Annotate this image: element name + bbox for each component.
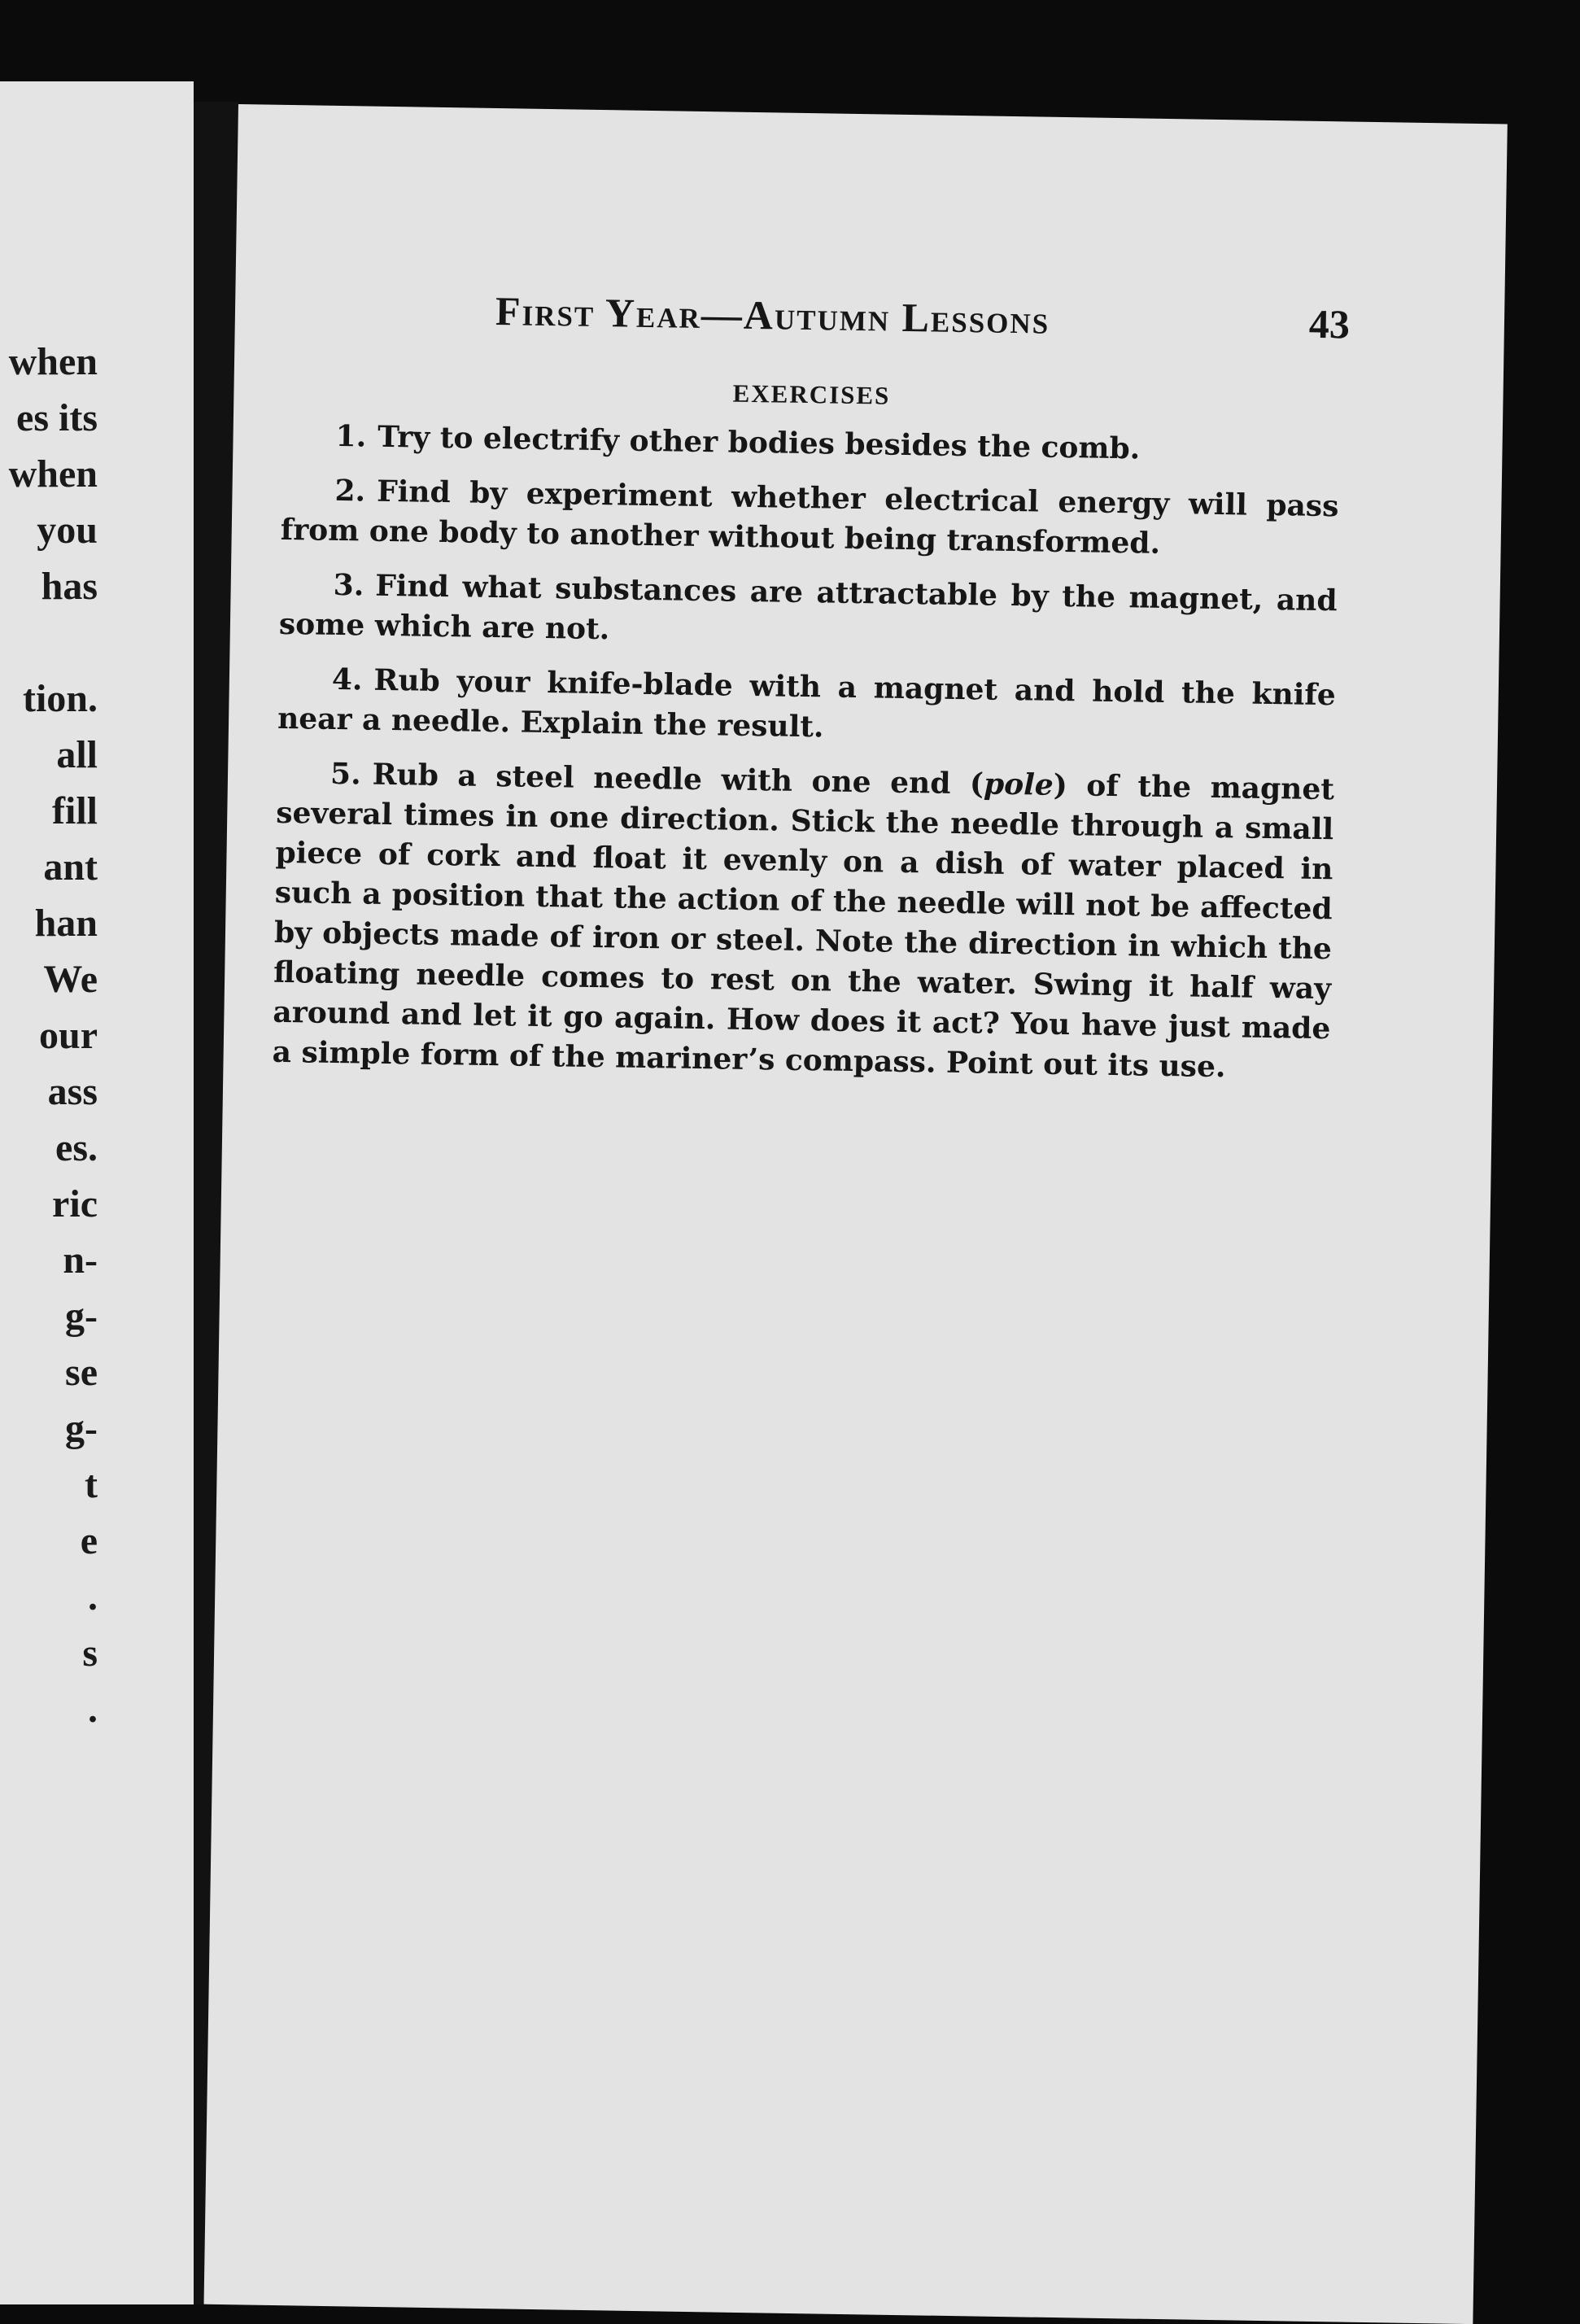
fragment-line: han bbox=[34, 902, 98, 945]
fragment-line: . bbox=[88, 1688, 98, 1731]
page-number: 43 bbox=[1308, 300, 1351, 347]
exercise-text-start: Rub a steel needle with one end ( bbox=[372, 757, 984, 802]
facing-page-left bbox=[0, 81, 194, 2304]
running-title: First Year—Autumn Lessons bbox=[495, 287, 1050, 343]
section-heading: EXERCISES bbox=[732, 378, 891, 410]
fragment-line: ant bbox=[43, 845, 98, 889]
exercise-text: Find what substances are attractable by the magnet, and some which are not. bbox=[278, 568, 1338, 647]
fragment-line: es its bbox=[16, 396, 98, 439]
exercise-text: Rub your knife-blade with a magnet and hold the knife near a needle. Explain the result. bbox=[277, 662, 1337, 745]
fragment-line: We bbox=[43, 958, 98, 1001]
fragment-line: ass bbox=[47, 1070, 98, 1113]
exercise-text: Find by experiment whether electrical energy will pass from one body to another without being transformed. bbox=[280, 474, 1339, 561]
fragment-line: n- bbox=[63, 1238, 98, 1282]
page-content bbox=[272, 284, 1351, 1103]
fragment-line: when bbox=[8, 452, 98, 496]
exercise-number: 2. bbox=[334, 473, 366, 509]
fragment-line: g- bbox=[65, 1295, 98, 1338]
exercise-text: Try to electrify other bodies besides the comb. bbox=[377, 419, 1141, 466]
fragment-line: t bbox=[85, 1463, 98, 1506]
fragment-line: all bbox=[56, 733, 98, 776]
exercise-italic-term: pole bbox=[983, 767, 1054, 802]
fragment-line: s bbox=[82, 1632, 98, 1675]
exercise-item bbox=[272, 754, 1334, 1089]
fragment-line: ric bbox=[52, 1182, 98, 1225]
exercise-number: 3. bbox=[333, 567, 364, 603]
fragment-line: . bbox=[88, 1575, 98, 1618]
fragment-line: has bbox=[41, 565, 98, 608]
fragment-line: g- bbox=[65, 1407, 98, 1450]
fragment-line: es. bbox=[55, 1126, 98, 1169]
fragment-line: you bbox=[37, 509, 98, 552]
fragment-line: fill bbox=[52, 789, 98, 832]
facing-page-text-fragments bbox=[0, 334, 98, 1737]
exercise-item bbox=[279, 565, 1338, 661]
fragment-line: our bbox=[39, 1014, 98, 1057]
fragment-line: when bbox=[8, 340, 98, 383]
exercise-number: 1. bbox=[335, 418, 367, 454]
exercise-item bbox=[280, 470, 1338, 566]
fragment-line bbox=[0, 614, 98, 671]
fragment-line: e bbox=[80, 1519, 98, 1562]
exercise-item bbox=[277, 659, 1336, 755]
exercise-number: 4. bbox=[331, 662, 363, 697]
exercise-text-end: ) of the magnet several times in one direction. Stick the needle through a small piece of cork and float it evenly on a dish of water placed in such a position that the action of the needle will not be affected by objects made of iron or steel. Note the direction in which the floating needle comes to rest on the water. Swing it half way around and let it go again. How does it act? You have just made a simple form of the mariner’s compass. Point out its use. bbox=[272, 767, 1335, 1085]
fragment-line: tion. bbox=[22, 677, 98, 720]
exercise-number: 5. bbox=[330, 756, 362, 792]
book-page bbox=[204, 104, 1508, 2324]
exercise-item bbox=[282, 416, 1340, 472]
running-head bbox=[283, 284, 1351, 365]
fragment-line: se bbox=[65, 1351, 98, 1394]
scan-border-right bbox=[1543, 81, 1580, 2304]
